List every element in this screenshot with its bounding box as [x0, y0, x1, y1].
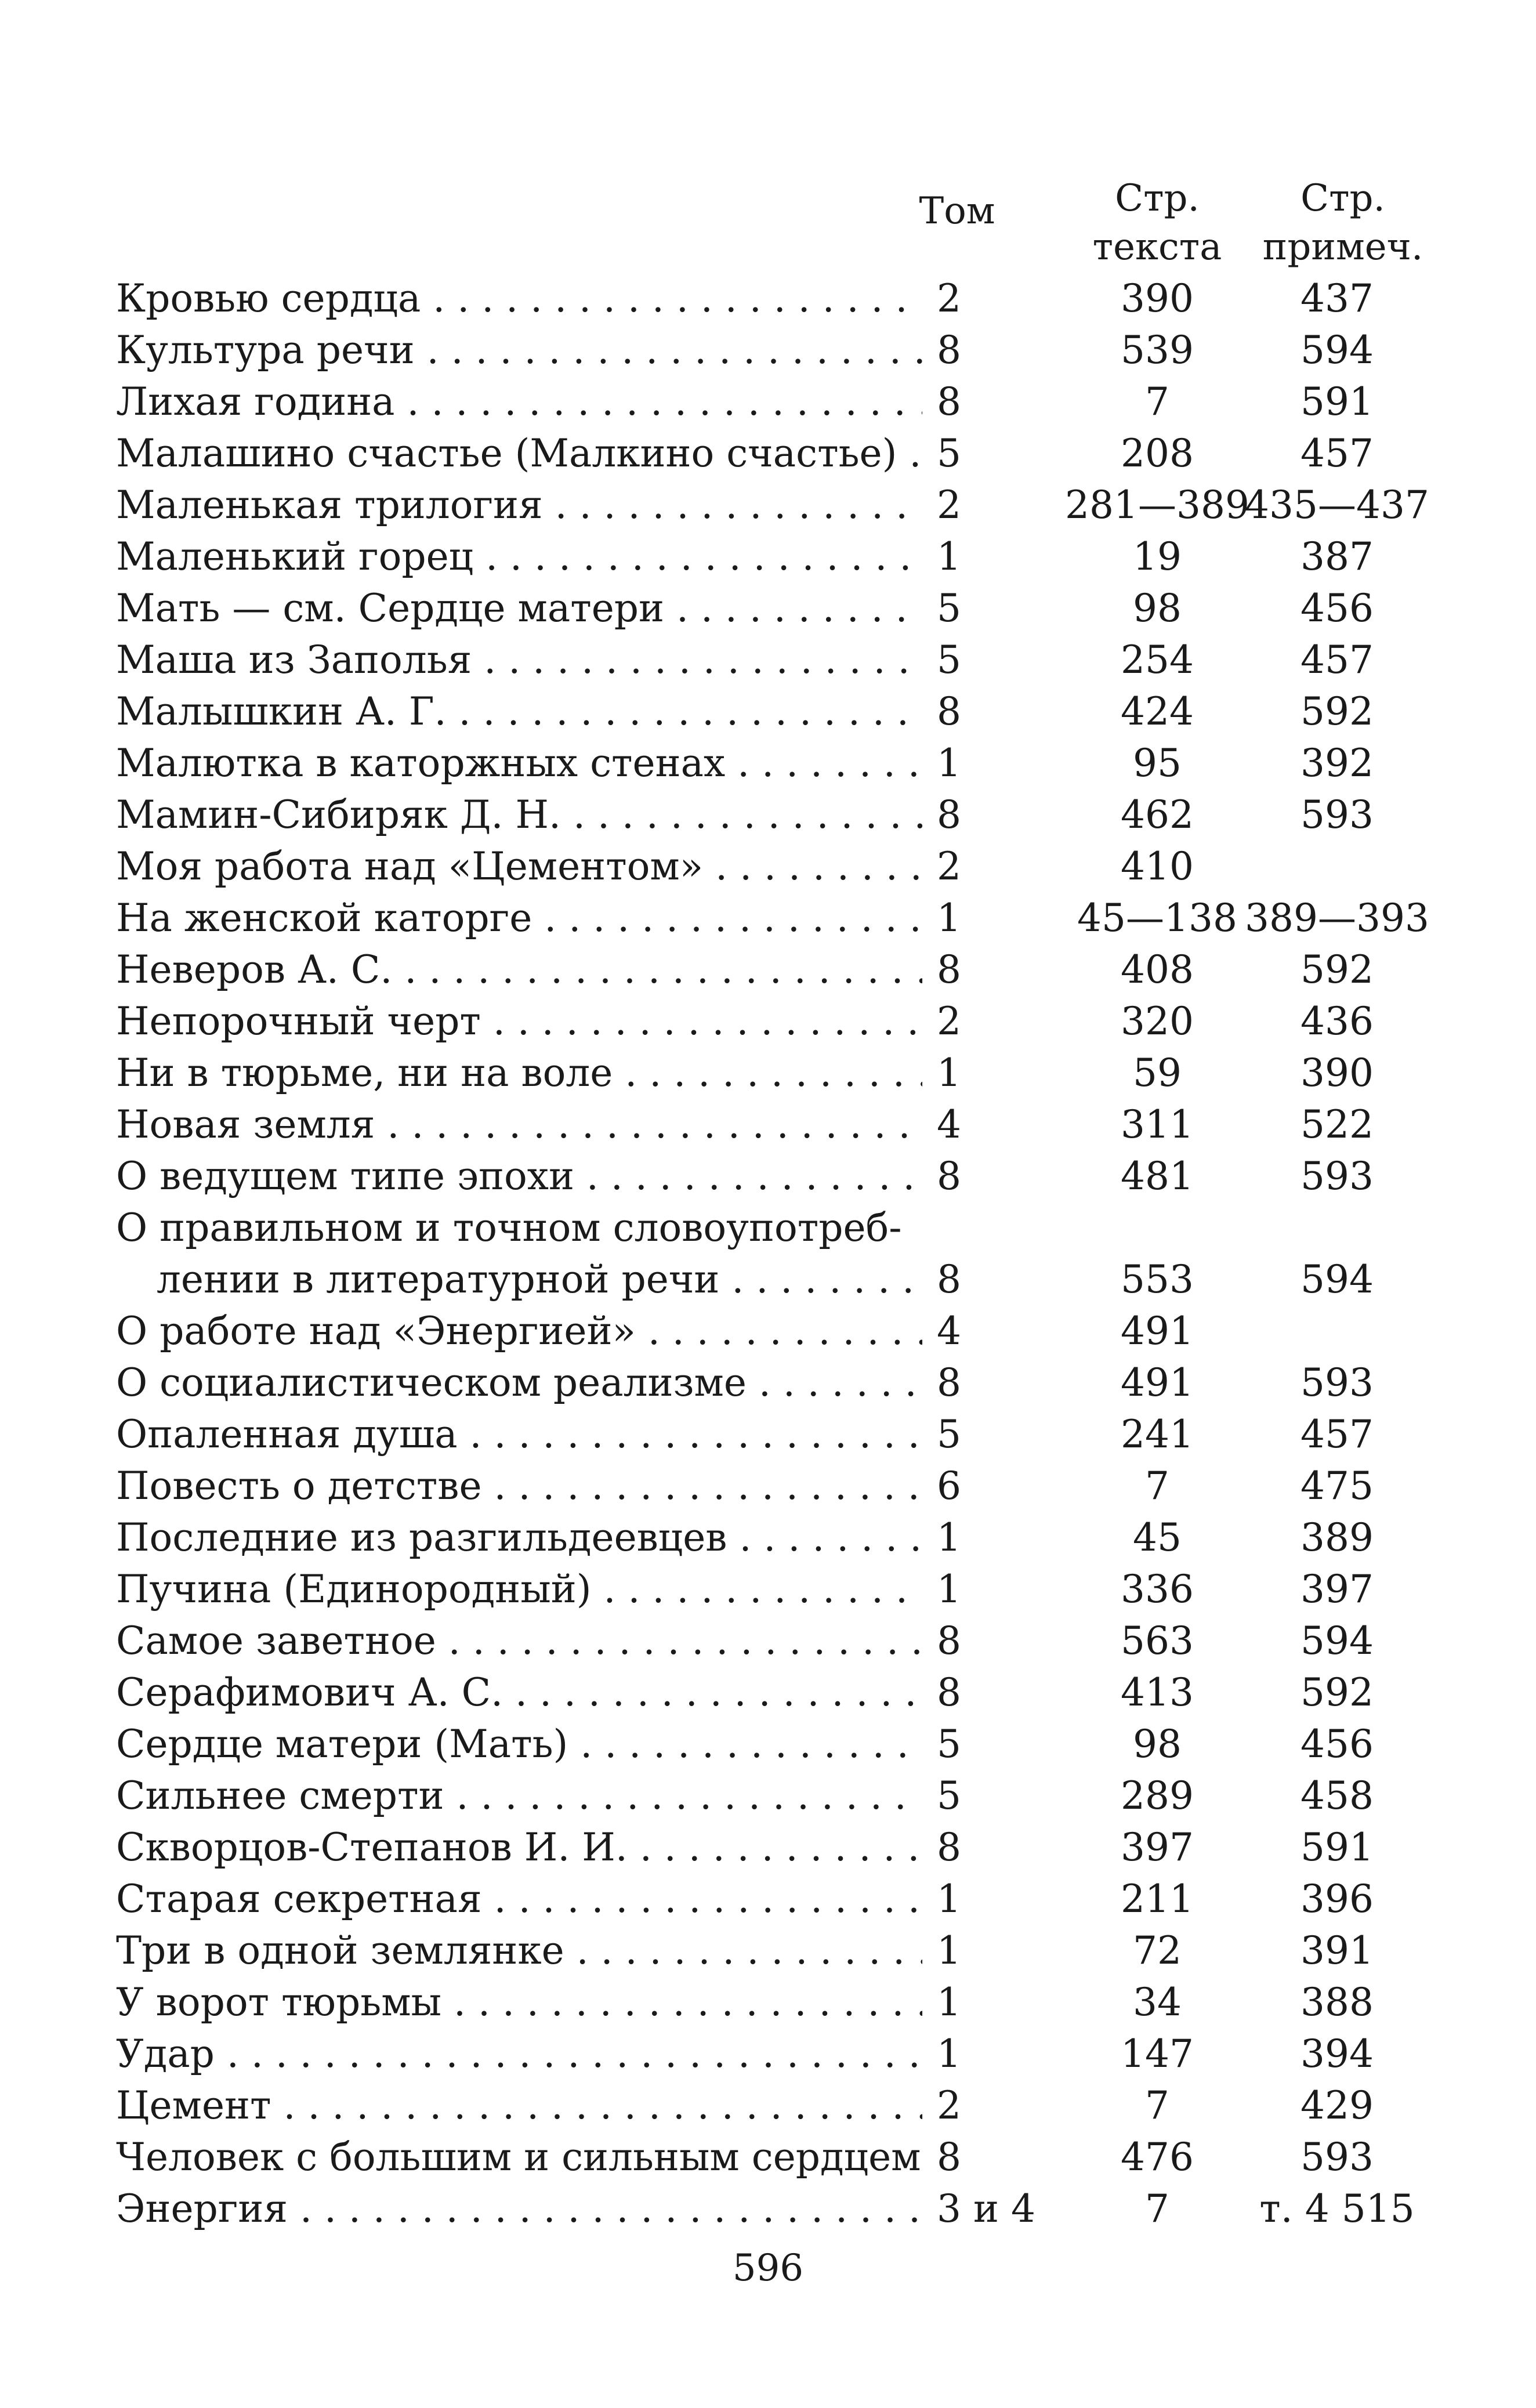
entry-text-page: 34: [1133, 1980, 1182, 2025]
entry-title: Опаленная душа . . .: [116, 1408, 922, 1460]
table-row: [0, 995, 1536, 1047]
entry-title: О правильном и точном словоупотреб-: [116, 1205, 902, 1250]
table-row: [0, 1254, 1536, 1305]
entry-notes-page: 591: [1300, 1825, 1374, 1870]
entry-volume: 5: [937, 1773, 961, 1818]
table-row: [0, 1305, 1536, 1357]
entry-text-page: 476: [1121, 2135, 1194, 2179]
entry-title: О работе над «Энергией» . . .: [116, 1305, 922, 1357]
table-row: [0, 479, 1536, 531]
entry-notes-page: 593: [1300, 1360, 1374, 1405]
table-row: [0, 2080, 1536, 2131]
entry-notes-page: т. 4 515: [1259, 2186, 1415, 2231]
entry-text-page: 95: [1133, 741, 1182, 785]
entry-text-page: 59: [1133, 1051, 1182, 1095]
entry-volume: 1: [937, 741, 961, 785]
table-row: [0, 1615, 1536, 1667]
entry-volume: 1: [937, 1515, 961, 1560]
entry-title: У ворот тюрьмы . . .: [116, 1976, 922, 2028]
entry-text-page: 254: [1121, 638, 1194, 682]
table-row: [0, 841, 1536, 892]
table-row: [0, 1202, 1536, 1254]
table-row: [0, 737, 1536, 789]
entry-text-page: 19: [1133, 534, 1182, 579]
entry-volume: 8: [937, 689, 961, 734]
entry-notes-page: 394: [1300, 2032, 1374, 2076]
entry-title: Непорочный черт . . .: [116, 995, 922, 1047]
entry-volume: 8: [937, 1670, 961, 1715]
entry-title: лении в литературной речи . . .: [157, 1254, 922, 1305]
page-number: 596: [732, 2247, 804, 2290]
entry-notes-page: 522: [1300, 1102, 1374, 1147]
entry-notes-page: 592: [1300, 1670, 1374, 1715]
entry-notes-page: 593: [1300, 792, 1374, 837]
entry-text-page: 320: [1121, 999, 1194, 1044]
entry-text-page: 211: [1121, 1877, 1194, 1921]
entry-volume: 8: [937, 1257, 961, 1302]
column-header-text-pages: Стр. текста: [1092, 177, 1222, 269]
entry-volume: 1: [937, 1928, 961, 1973]
entry-volume: 6: [937, 1464, 961, 1508]
entry-volume: 2: [937, 999, 961, 1044]
entry-text-page: 241: [1121, 1412, 1194, 1457]
entry-notes-page: 592: [1300, 947, 1374, 992]
entry-notes-page: 594: [1300, 1618, 1374, 1663]
entry-title: Малютка в каторжных стенах . . .: [116, 737, 922, 789]
table-row: [0, 531, 1536, 582]
entry-notes-page: 389—393: [1245, 896, 1429, 940]
entry-volume: 4: [937, 1309, 961, 1353]
entry-text-page: 7: [1145, 2083, 1169, 2128]
entry-notes-page: 457: [1300, 1412, 1374, 1457]
entry-title: Мать — см. Сердце матери . . .: [116, 582, 922, 634]
entry-notes-page: 391: [1300, 1928, 1374, 1973]
entry-title: Сердце матери (Мать) . . .: [116, 1718, 922, 1770]
entry-volume: 3 и 4: [937, 2186, 1035, 2231]
column-header-volume: Том: [919, 190, 995, 233]
entry-text-page: 147: [1121, 2032, 1194, 2076]
entry-text-page: 390: [1121, 276, 1194, 321]
entry-title: Малышкин А. Г. . . .: [116, 686, 922, 737]
entry-volume: 8: [937, 2135, 961, 2179]
entry-title: Маша из Заполья . . .: [116, 634, 922, 686]
entry-title: Лихая година . . .: [116, 376, 922, 428]
table-row: [0, 1460, 1536, 1512]
entry-volume: 1: [937, 1980, 961, 2025]
table-row: [0, 1357, 1536, 1408]
entry-text-page: 491: [1121, 1360, 1194, 1405]
entry-text-page: 491: [1121, 1309, 1194, 1353]
entry-notes-page: 437: [1300, 276, 1374, 321]
entry-text-page: 397: [1121, 1825, 1194, 1870]
entry-title: Человек с большим и сильным сердцем: [116, 2135, 921, 2179]
entry-text-page: 336: [1121, 1567, 1194, 1612]
entry-notes-page: 392: [1300, 741, 1374, 785]
entry-volume: 5: [937, 431, 961, 476]
entry-title: Энергия . . .: [116, 2183, 922, 2235]
entry-text-page: 7: [1145, 2186, 1169, 2231]
entry-text-page: 311: [1121, 1102, 1194, 1147]
entry-text-page: 7: [1145, 1464, 1169, 1508]
entry-notes-page: 457: [1300, 638, 1374, 682]
entry-text-page: 98: [1133, 586, 1182, 631]
entry-volume: 8: [937, 379, 961, 424]
table-row: [0, 1099, 1536, 1150]
entry-text-page: 208: [1121, 431, 1194, 476]
entry-title: Цемент . . .: [116, 2080, 922, 2131]
table-row: [0, 428, 1536, 479]
entry-title: Моя работа над «Цементом» . . .: [116, 841, 922, 892]
entry-volume: 5: [937, 1412, 961, 1457]
table-row: [0, 892, 1536, 944]
entry-notes-page: 458: [1300, 1773, 1374, 1818]
table-row: [0, 2183, 1536, 2235]
table-row: [0, 1976, 1536, 2028]
entry-title: Скворцов-Степанов И. И. . . .: [116, 1822, 922, 1873]
entry-notes-page: 593: [1300, 1154, 1374, 1198]
entry-text-page: 563: [1121, 1618, 1194, 1663]
entry-volume: 8: [937, 1154, 961, 1198]
entry-title: Маленькая трилогия . . .: [116, 479, 922, 531]
table-row: [0, 1047, 1536, 1099]
entry-notes-page: 592: [1300, 689, 1374, 734]
entry-title: Неверов А. С. . . .: [116, 944, 922, 995]
table-row: [0, 1822, 1536, 1873]
entry-text-page: 462: [1121, 792, 1194, 837]
table-row: [0, 273, 1536, 324]
entry-notes-page: 594: [1300, 328, 1374, 372]
entry-notes-page: 388: [1300, 1980, 1374, 2025]
table-row: [0, 1770, 1536, 1822]
table-row: [0, 582, 1536, 634]
entry-text-page: 481: [1121, 1154, 1194, 1198]
entry-text-page: 45: [1133, 1515, 1182, 1560]
entry-volume: 8: [937, 328, 961, 372]
entry-volume: 8: [937, 1360, 961, 1405]
entry-text-page: 410: [1121, 844, 1194, 889]
entry-text-page: 553: [1121, 1257, 1194, 1302]
entry-volume: 5: [937, 638, 961, 682]
entry-title: Сильнее смерти . . .: [116, 1770, 922, 1822]
entry-text-page: 98: [1133, 1722, 1182, 1766]
entry-title: Серафимович А. С. . . .: [116, 1667, 922, 1718]
entry-volume: 5: [937, 1722, 961, 1766]
index-table: [0, 273, 1536, 2235]
entry-notes-page: 457: [1300, 431, 1374, 476]
table-row: [0, 1873, 1536, 1925]
entry-volume: 8: [937, 947, 961, 992]
column-header-notes-pages: Стр. примеч.: [1262, 177, 1423, 269]
entry-text-page: 539: [1121, 328, 1194, 372]
entry-notes-page: 594: [1300, 1257, 1374, 1302]
entry-title: Кровью сердца . . .: [116, 273, 922, 324]
entry-title: Старая секретная . . .: [116, 1873, 922, 1925]
entry-title: Культура речи . . .: [116, 324, 922, 376]
entry-volume: 5: [937, 586, 961, 631]
entry-volume: 8: [937, 1618, 961, 1663]
entry-title: Последние из разгильдеевцев . . .: [116, 1512, 922, 1563]
table-row: [0, 944, 1536, 995]
entry-title: Малашино счастье (Малкино счастье) .: [116, 431, 922, 476]
entry-notes-page: 435—437: [1245, 483, 1429, 527]
entry-text-page: 424: [1121, 689, 1194, 734]
entry-text-page: 281—389: [1065, 483, 1249, 527]
entry-volume: 1: [937, 1877, 961, 1921]
table-row: [0, 1512, 1536, 1563]
table-row: [0, 789, 1536, 841]
entry-title: Маленький горец . . .: [116, 531, 922, 582]
entry-title: На женской каторге . . .: [116, 892, 922, 944]
table-row: [0, 1563, 1536, 1615]
entry-notes-page: 456: [1300, 1722, 1374, 1766]
entry-title: Пучина (Единородный) . . .: [116, 1563, 922, 1615]
entry-text-page: 289: [1121, 1773, 1194, 1818]
entry-volume: 1: [937, 2032, 961, 2076]
table-row: [0, 686, 1536, 737]
entry-notes-page: 396: [1300, 1877, 1374, 1921]
entry-notes-page: 475: [1300, 1464, 1374, 1508]
entry-title: О социалистическом реализме . . .: [116, 1357, 922, 1408]
entry-volume: 4: [937, 1102, 961, 1147]
entry-title: Ни в тюрьме, ни на воле . . .: [116, 1047, 922, 1099]
entry-notes-page: 591: [1300, 379, 1374, 424]
entry-volume: 2: [937, 844, 961, 889]
table-row: [0, 1150, 1536, 1202]
entry-volume: 2: [937, 483, 961, 527]
entry-title: Удар . . .: [116, 2028, 922, 2080]
entry-volume: 8: [937, 792, 961, 837]
entry-volume: 1: [937, 1567, 961, 1612]
entry-volume: 1: [937, 534, 961, 579]
entry-volume: 1: [937, 1051, 961, 1095]
entry-title: Три в одной землянке . . .: [116, 1925, 922, 1976]
entry-notes-page: 593: [1300, 2135, 1374, 2179]
table-row: [0, 1718, 1536, 1770]
entry-notes-page: 436: [1300, 999, 1374, 1044]
entry-notes-page: 389: [1300, 1515, 1374, 1560]
table-row: [0, 634, 1536, 686]
entry-title: Мамин-Сибиряк Д. Н. . . .: [116, 789, 922, 841]
entry-title: Повесть о детстве . . .: [116, 1460, 922, 1512]
entry-notes-page: 397: [1300, 1567, 1374, 1612]
entry-volume: 2: [937, 2083, 961, 2128]
table-row: [0, 2028, 1536, 2080]
entry-text-page: 408: [1121, 947, 1194, 992]
table-row: [0, 1667, 1536, 1718]
entry-title: Новая земля . . .: [116, 1099, 922, 1150]
entry-text-page: 72: [1133, 1928, 1182, 1973]
entry-title: О ведущем типе эпохи . . .: [116, 1150, 922, 1202]
entry-notes-page: 390: [1300, 1051, 1374, 1095]
table-row: [0, 376, 1536, 428]
entry-volume: 8: [937, 1825, 961, 1870]
entry-text-page: 45—138: [1077, 896, 1237, 940]
entry-text-page: 413: [1121, 1670, 1194, 1715]
table-row: [0, 1925, 1536, 1976]
entry-text-page: 7: [1145, 379, 1169, 424]
entry-notes-page: 429: [1300, 2083, 1374, 2128]
table-row: [0, 2131, 1536, 2183]
entry-notes-page: 387: [1300, 534, 1374, 579]
entry-notes-page: 456: [1300, 586, 1374, 631]
entry-volume: 1: [937, 896, 961, 940]
table-row: [0, 324, 1536, 376]
table-row: [0, 1408, 1536, 1460]
entry-volume: 2: [937, 276, 961, 321]
entry-title: Самое заветное . . .: [116, 1615, 922, 1667]
